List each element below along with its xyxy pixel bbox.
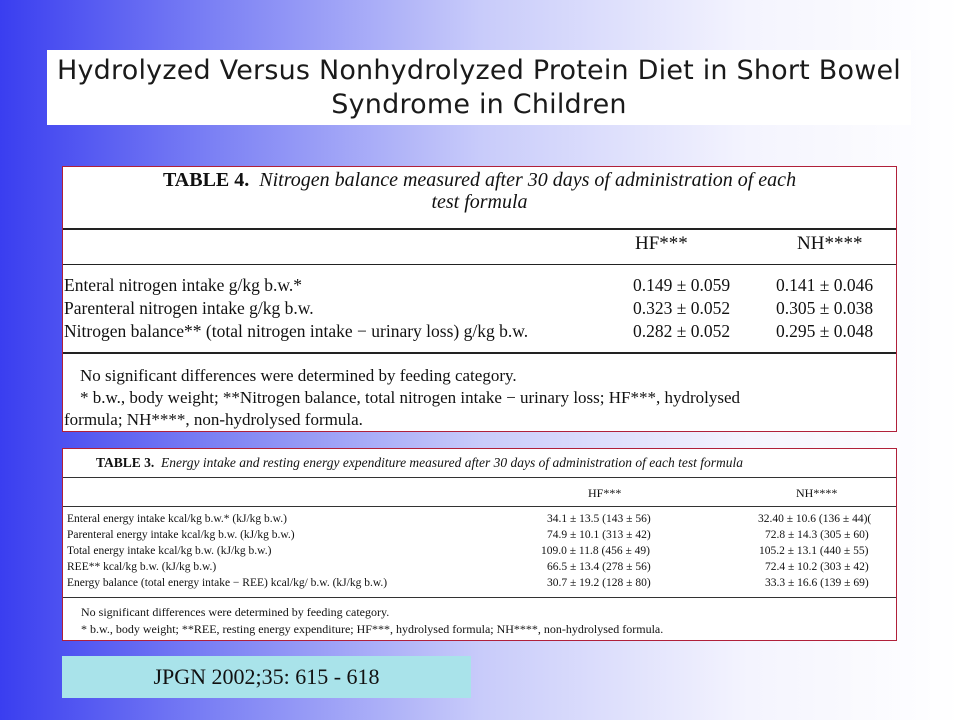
table-4-row-1-nh: 0.141 ± 0.046 bbox=[776, 275, 874, 295]
table-3-row-5-hf: 30.7 ± 19.2 (128 ± 80) bbox=[547, 577, 651, 589]
table-3-caption-text: Energy intake and resting energy expenditure measured after 30 days of administration of each test formula bbox=[161, 455, 744, 470]
table-3-header-rule bbox=[63, 506, 896, 507]
table-4-row-2-nh: 0.305 ± 0.038 bbox=[776, 298, 874, 318]
table-3-row-2-label: Parenteral energy intake kcal/kg b.w. (kJ/kg b.w.) bbox=[67, 529, 295, 541]
table-3-row-4-nh: 72.4 ± 10.2 (303 ± 42) bbox=[765, 561, 869, 573]
table-3-bottom-rule bbox=[63, 597, 896, 598]
table-4-col-nh: NH**** bbox=[797, 233, 863, 254]
table-4-row-1-label: Enteral nitrogen intake g/kg b.w.* bbox=[64, 275, 302, 295]
table-3-row-3-hf: 109.0 ± 11.8 (456 ± 49) bbox=[541, 545, 650, 557]
table-3-row-5-nh: 33.3 ± 16.6 (139 ± 69) bbox=[765, 577, 869, 589]
table-3-col-hf: HF*** bbox=[588, 486, 622, 500]
table-4-caption-line-1: Nitrogen balance measured after 30 days of administration of each bbox=[259, 169, 797, 191]
table-4-caption-line-2: test formula bbox=[431, 191, 528, 213]
table-4-label: TABLE 4. bbox=[162, 169, 250, 191]
table-4-row-3-nh: 0.295 ± 0.048 bbox=[776, 321, 874, 341]
table-4-row-2-label: Parenteral nitrogen intake g/kg b.w. bbox=[64, 298, 314, 318]
table-3-col-nh: NH**** bbox=[796, 486, 838, 500]
table-3-top-rule bbox=[63, 477, 896, 478]
table-3-row-2-hf: 74.9 ± 10.1 (313 ± 42) bbox=[547, 529, 651, 541]
table-3-row-1-label: Enteral energy intake kcal/kg b.w.* (kJ/kg b.w.) bbox=[67, 513, 287, 525]
table-4-header-rule bbox=[63, 264, 896, 265]
table-4-row-3-label: Nitrogen balance** (total nitrogen intake − urinary loss) g/kg b.w. bbox=[64, 321, 529, 341]
table-3-row-1-hf: 34.1 ± 13.5 (143 ± 56) bbox=[547, 513, 651, 525]
table-4-row-2-hf: 0.323 ± 0.052 bbox=[633, 298, 731, 318]
slide-title-line-1: Hydrolyzed Versus Nonhydrolyzed Protein Diet in Short Bowel bbox=[57, 55, 901, 86]
table-3-row-2-nh: 72.8 ± 14.3 (305 ± 60) bbox=[765, 529, 869, 541]
table-3-row-3-nh: 105.2 ± 13.1 (440 ± 55) bbox=[759, 545, 869, 557]
table-3-row-3-label: Total energy intake kcal/kg b.w. (kJ/kg b.w.) bbox=[67, 545, 272, 557]
citation-box: JPGN 2002;35: 615 - 618 bbox=[62, 656, 471, 698]
table-4-note-2: * b.w., body weight; **Nitrogen balance, total nitrogen intake − urinary loss; HF***, hydrolysed bbox=[80, 388, 741, 407]
table-3-caption bbox=[96, 455, 743, 471]
table-3-row-4-label: REE** kcal/kg b.w. (kJ/kg b.w.) bbox=[67, 561, 217, 573]
table-3-row-4-hf: 66.5 ± 13.4 (278 ± 56) bbox=[547, 561, 651, 573]
table-4-note-3: formula; NH****, non-hydrolysed formula. bbox=[64, 410, 363, 429]
table-4-top-rule bbox=[63, 228, 896, 230]
table-3-row-1-nh: 32.40 ± 10.6 (136 ± 44)( bbox=[758, 513, 872, 525]
table-3-energy-intake bbox=[62, 448, 897, 641]
slide-title bbox=[47, 50, 911, 125]
table-3-label: TABLE 3. bbox=[96, 455, 155, 470]
table-3-row-5-label: Energy balance (total energy intake − REE) kcal/kg/ b.w. (kJ/kg b.w.) bbox=[67, 577, 388, 589]
table-3-note-2: * b.w., body weight; **REE, resting energy expenditure; HF***, hydrolysed formula; NH****, non-hydrolysed formula. bbox=[81, 622, 664, 636]
table-4-bottom-rule bbox=[63, 352, 896, 354]
table-4-row-1-hf: 0.149 ± 0.059 bbox=[633, 275, 731, 295]
table-3-note-1: No significant differences were determined by feeding category. bbox=[81, 605, 390, 619]
table-4-note-1: No significant differences were determined by feeding category. bbox=[80, 366, 517, 385]
table-4-nitrogen-balance bbox=[62, 166, 897, 432]
slide-title-line-2: Syndrome in Children bbox=[331, 89, 627, 120]
table-4-caption bbox=[63, 169, 896, 213]
table-4-row-3-hf: 0.282 ± 0.052 bbox=[633, 321, 731, 341]
table-4-col-hf: HF*** bbox=[635, 233, 688, 254]
